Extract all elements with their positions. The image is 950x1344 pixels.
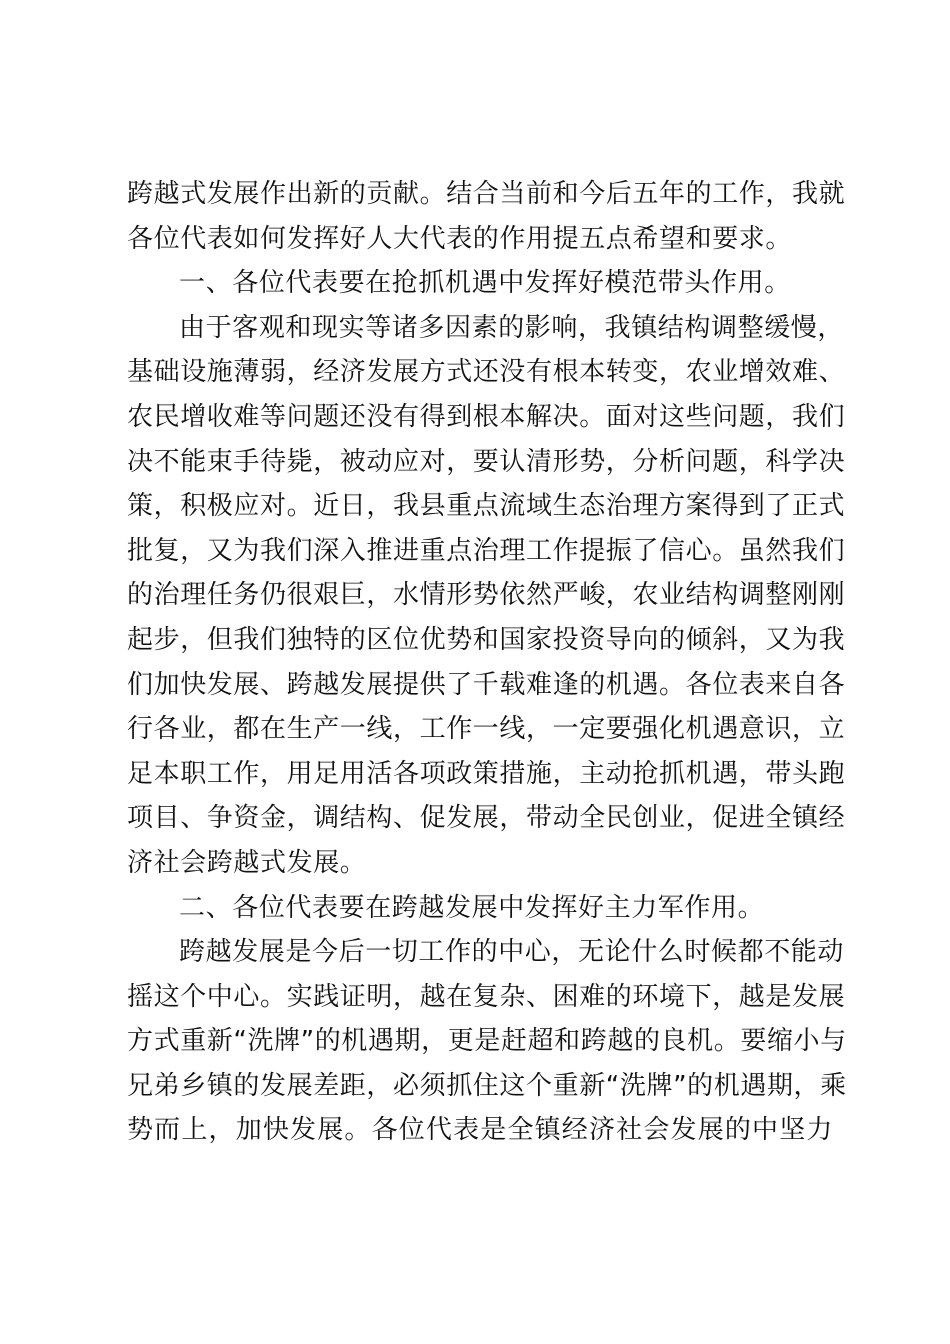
- text-line: 决不能束手待毙，被动应对，要认清形势，分析问题，科学决: [127, 446, 846, 477]
- text-line: 方式重新“洗牌”的机遇期，更是赶超和跨越的良机。要缩小与: [127, 1026, 847, 1057]
- text-line: 的治理任务仍很艰巨，水情形势依然严峻，农业结构调整刚刚: [127, 580, 846, 611]
- body-paragraph: [127, 930, 847, 1153]
- text-line: 济社会跨越式发展。: [127, 847, 367, 878]
- text-line: 起步，但我们独特的区位优势和国家投资导向的倾斜，又为我: [127, 624, 846, 655]
- text-line: 各位代表如何发挥好人大代表的作用提五点希望和要求。: [127, 223, 793, 254]
- text-line: 项目、争资金，调结构、促发展，带动全民创业，促进全镇经: [127, 803, 846, 834]
- text-line: 摇这个中心。实践证明，越在复杂、困难的环境下，越是发展: [127, 981, 846, 1012]
- text-line: 一、各位代表要在抢抓机遇中发挥好模范带头作用。: [179, 268, 791, 299]
- text-line: 足本职工作，用足用活各项政策措施，主动抢抓机遇，带头跑: [127, 758, 846, 789]
- text-line: 兄弟乡镇的发展差距，必须抓住这个重新“洗牌”的机遇期，乘: [127, 1070, 847, 1101]
- section-heading: [127, 261, 833, 306]
- text-line: 跨越发展是今后一切工作的中心，无论什么时候都不能动: [179, 937, 845, 968]
- text-line: 批复，又为我们深入推进重点治理工作提振了信心。虽然我们: [127, 535, 846, 566]
- text-line: 行各业，都在生产一线，工作一线，一定要强化机遇意识，立: [127, 714, 846, 745]
- text-line: 二、各位代表要在跨越发展中发挥好主力军作用。: [179, 892, 765, 923]
- text-line: 跨越式发展作出新的贡献。结合当前和今后五年的工作，我就: [127, 179, 846, 209]
- body-paragraph: [127, 306, 846, 886]
- text-line: 势而上，加快发展。各位代表是全镇经济社会发展的中坚力: [127, 1115, 833, 1146]
- text-line: 们加快发展、跨越发展提供了千载难逢的机遇。各位表来自各: [127, 669, 846, 700]
- body-paragraph: [127, 172, 846, 261]
- text-line: 农民增收难等问题还没有得到根本解决。面对这些问题，我们: [127, 401, 846, 432]
- text-line: 策，积极应对。近日，我县重点流域生态治理方案得到了正式: [127, 491, 846, 522]
- text-line: 基础设施薄弱，经济发展方式还没有根本转变，农业增效难、: [127, 357, 846, 388]
- document-body: [127, 172, 847, 1153]
- text-line: 由于客观和现实等诸多因素的影响，我镇结构调整缓慢，: [179, 312, 845, 343]
- section-heading: [127, 886, 833, 931]
